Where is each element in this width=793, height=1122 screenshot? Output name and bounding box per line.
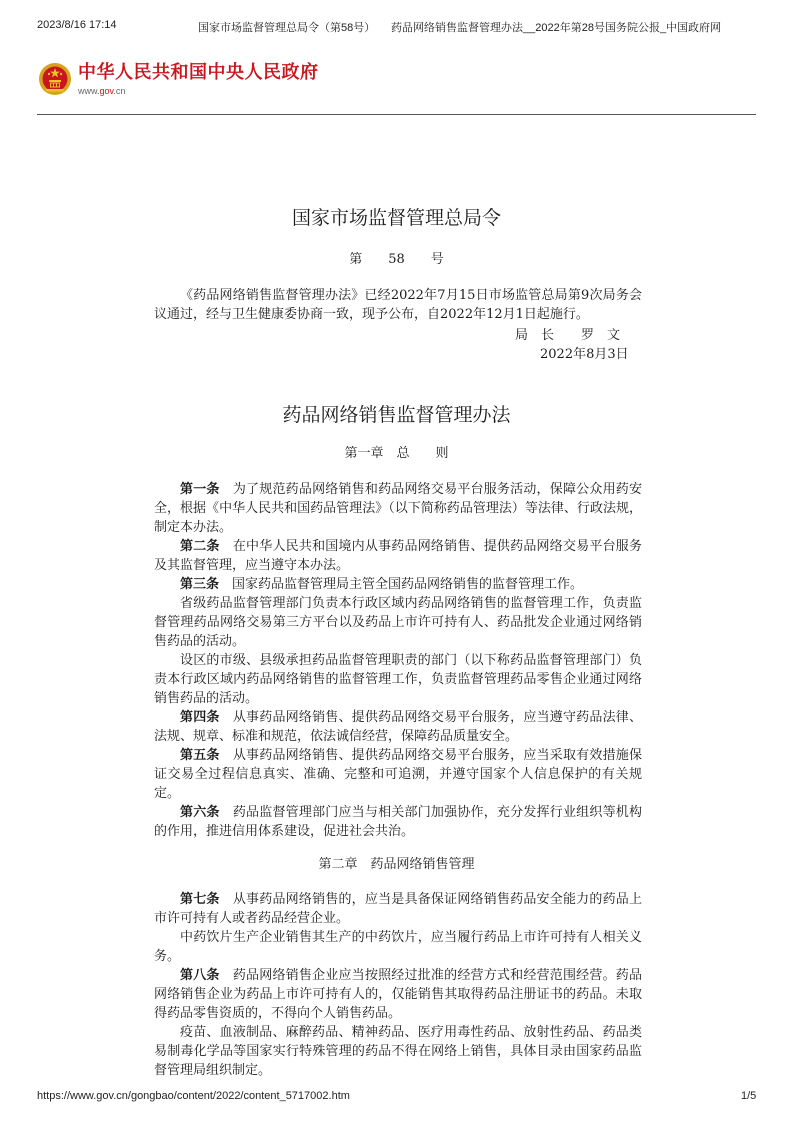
header-divider xyxy=(37,114,756,115)
chapter-1-heading: 第一章 总 则 xyxy=(344,446,449,461)
site-name: 中华人民共和国中央人民政府 xyxy=(78,62,319,83)
site-url xyxy=(78,86,319,96)
article-1 xyxy=(154,480,642,537)
print-page-number: 1/5 xyxy=(741,1090,757,1102)
article-6-text: 药品监督管理部门应当与相关部门加强协作，充分发挥行业组织等机构的作用，推进信用体系建设，促进社会共治。 xyxy=(154,805,642,839)
national-emblem-icon xyxy=(38,62,72,96)
article-5 xyxy=(154,746,642,803)
article-5-text: 从事药品网络销售、提供药品网络交易平台服务，应当采取有效措施保证交易全过程信息真实、准确、完整和可追溯，并遵守国家个人信息保护的有关规定。 xyxy=(154,748,642,801)
order-number-value: 58 xyxy=(388,252,405,267)
article-3-text: 国家药品监督管理局主管全国药品网络销售的监督管理工作。 xyxy=(232,577,584,592)
order-number xyxy=(0,248,793,267)
signer-title: 局 长 xyxy=(515,328,555,343)
print-page-title: 药品网络销售监督管理办法__2022年第28号国务院公报_中国政府网 xyxy=(391,22,722,34)
article-5-label: 第五条 xyxy=(180,748,220,763)
print-doc-title: 国家市场监督管理总局令（第58号） xyxy=(198,22,376,34)
print-datetime: 2023/8/16 17:14 xyxy=(37,19,117,31)
site-url-domain: gov xyxy=(99,86,114,96)
article-3-para-3: 设区的市级、县级承担药品监督管理职责的部门（以下称药品监督管理部门）负责本行政区域内药品网络销售的监督管理工作，负责监督管理药品零售企业通过网络销售药品的活动。 xyxy=(154,653,642,706)
article-8-para-2: 疫苗、血液制品、麻醉药品、精神药品、医疗用毒性药品、放射性药品、药品类易制毒化学品等国家实行特殊管理的药品不得在网络上销售，具体目录由国家药品监督管理局组织制定。 xyxy=(154,1025,642,1078)
article-1-text: 为了规范药品网络销售和药品网络交易平台服务活动，保障公众用药安全，根据《中华人民共和国药品管理法》（以下简称药品管理法）等法律、行政法规，制定本办法。 xyxy=(154,482,642,535)
article-4 xyxy=(154,708,642,746)
article-7-text: 从事药品网络销售的，应当是具备保证网络销售药品安全能力的药品上市许可持有人或者药品经营企业。 xyxy=(154,892,642,926)
order-preamble: 《药品网络销售监督管理办法》已经2022年7月15日市场监管总局第9次局务会议通过，经与卫生健康委协商一致，现予公布，自2022年12月1日起施行。 xyxy=(154,288,642,322)
regulation-title: 药品网络销售监督管理办法 xyxy=(282,404,511,426)
article-8 xyxy=(154,966,642,1023)
article-3 xyxy=(154,575,642,594)
site-url-prefix: www. xyxy=(78,86,100,96)
site-logo[interactable] xyxy=(38,62,319,96)
article-3-label: 第三条 xyxy=(180,577,220,592)
article-3-para-2: 省级药品监督管理部门负责本行政区域内药品网络销售的监督管理工作，负责监督管理药品网络交易第三方平台以及药品上市许可持有人、药品批发企业通过网络销售药品的活动。 xyxy=(154,596,642,649)
article-8-text: 药品网络销售企业应当按照经过批准的经营方式和经营范围经营。药品网络销售企业为药品上市许可持有人的，仅能销售其取得药品注册证书的药品。未取得药品零售资质的，不得向个人销售药品。 xyxy=(154,968,642,1021)
order-title: 国家市场监督管理总局令 xyxy=(291,207,501,229)
site-url-suffix: .cn xyxy=(113,86,126,96)
article-6 xyxy=(154,803,642,841)
article-7 xyxy=(154,890,642,928)
article-2 xyxy=(154,537,642,575)
order-number-label-1: 第 xyxy=(349,252,363,267)
article-7-label: 第七条 xyxy=(180,892,220,907)
article-6-label: 第六条 xyxy=(180,805,220,820)
print-url: https://www.gov.cn/gongbao/content/2022/content_5717002.htm xyxy=(37,1090,350,1102)
article-2-label: 第二条 xyxy=(180,539,220,554)
article-8-label: 第八条 xyxy=(180,968,220,983)
order-date: 2022年8月3日 xyxy=(540,347,629,362)
article-2-text: 在中华人民共和国境内从事药品网络销售、提供药品网络交易平台服务及其监督管理，应当遵守本办法。 xyxy=(154,539,642,573)
article-4-label: 第四条 xyxy=(180,710,220,725)
order-number-label-2: 号 xyxy=(430,252,444,267)
article-7-para-2: 中药饮片生产企业销售其生产的中药饮片，应当履行药品上市许可持有人相关义务。 xyxy=(154,930,642,964)
article-1-label: 第一条 xyxy=(180,482,220,497)
article-4-text: 从事药品网络销售、提供药品网络交易平台服务，应当遵守药品法律、法规、规章、标准和规范，依法诚信经营，保障药品质量安全。 xyxy=(154,710,642,744)
signer-name: 罗 文 xyxy=(581,328,621,343)
chapter-2-heading: 第二章 药品网络销售管理 xyxy=(318,857,475,872)
